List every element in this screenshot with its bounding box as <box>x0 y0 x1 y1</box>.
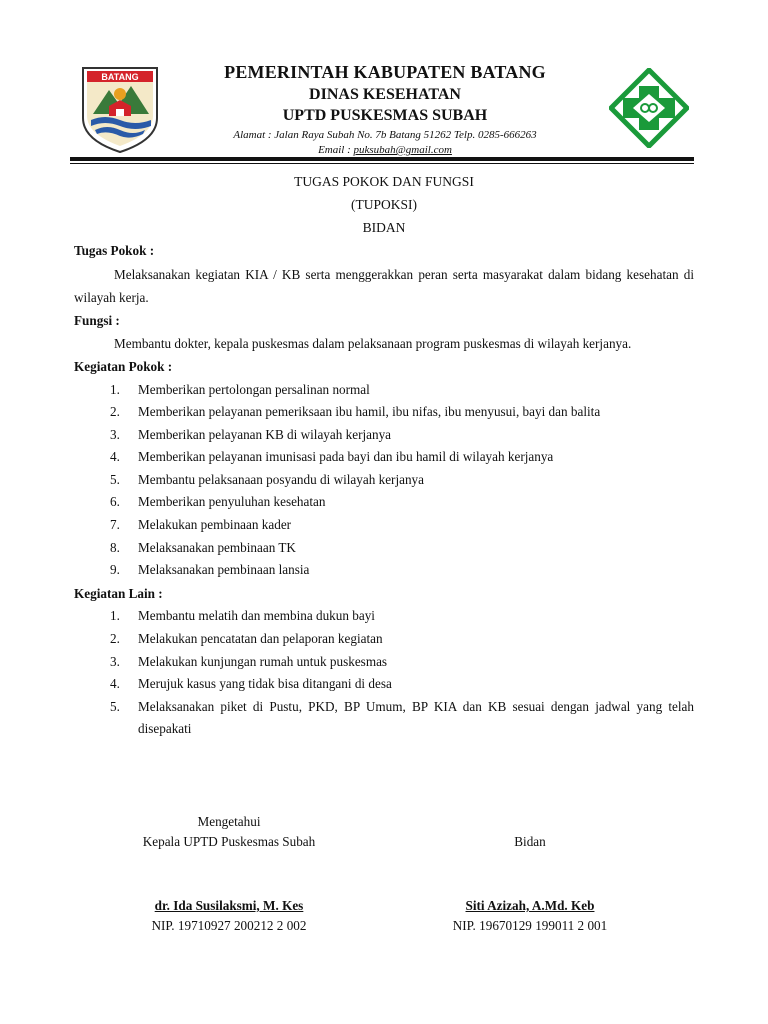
signer-name: Siti Azizah, A.Md. Keb <box>465 898 595 913</box>
signer-name: dr. Ida Susilaksmi, M. Kes <box>154 898 304 913</box>
email-label: Email : <box>318 144 354 156</box>
list-item-number: 8. <box>110 539 120 555</box>
svg-text:BATANG: BATANG <box>101 72 139 82</box>
list-item <box>74 696 694 741</box>
list-item-text: Melaksanakan pembinaan lansia <box>138 562 310 578</box>
letterhead-rule-thin <box>70 163 694 164</box>
list-item-number: 5. <box>110 698 120 714</box>
list-item <box>74 537 694 560</box>
list-item-text: Membantu melatih dan membina dukun bayi <box>138 608 375 624</box>
list-item-number: 5. <box>110 471 120 487</box>
list-item-number: 7. <box>110 517 120 533</box>
letterhead <box>160 60 610 157</box>
kegiatan-lain-list <box>74 605 694 741</box>
list-item-text: Melakukan pencatatan dan pelaporan kegiatan <box>138 630 383 646</box>
list-item-number: 1. <box>110 608 120 624</box>
list-item-number: 3. <box>110 426 120 442</box>
list-item <box>74 651 694 674</box>
tugas-pokok-heading: Tugas Pokok : <box>74 243 155 258</box>
batang-regency-crest-icon <box>79 66 161 154</box>
list-item-text: Membantu pelaksanaan posyandu di wilayah kerjanya <box>138 471 425 487</box>
signer-nip: NIP. 19670129 199011 2 001 <box>452 918 608 933</box>
list-item <box>74 628 694 651</box>
list-item-number: 3. <box>110 653 120 669</box>
fungsi-text: Membantu dokter, kepala puskesmas dalam pelaksanaan program puskesmas di wilayah kerjanya. <box>114 336 632 351</box>
address-line: Alamat : Jalan Raya Subah No. 7b Batang 51262 Telp. 0285-666263 <box>233 129 537 141</box>
document-subtitle: (TUPOKSI) <box>351 197 417 212</box>
list-item-text: Memberikan pertolongan persalinan normal <box>138 381 370 397</box>
list-item <box>74 605 694 628</box>
signer-position: Bidan <box>514 834 546 849</box>
kegiatan-lain-heading: Kegiatan Lain : <box>74 585 163 601</box>
list-item-text: Memberikan penyuluhan kesehatan <box>138 494 326 510</box>
list-item-text: Melakukan pembinaan kader <box>138 517 292 533</box>
kegiatan-pokok-heading: Kegiatan Pokok : <box>74 359 173 374</box>
list-item <box>74 379 694 402</box>
signer-nip: NIP. 19710927 200212 2 002 <box>151 918 307 933</box>
kegiatan-pokok-list <box>74 379 694 582</box>
document-title: TUGAS POKOK DAN FUNGSI <box>294 174 474 189</box>
list-item <box>74 446 694 469</box>
list-item-text: Memberikan pelayanan imunisasi pada bayi dan ibu hamil di wilayah kerjanya <box>138 449 554 465</box>
signature-block-midwife <box>410 812 650 936</box>
tugas-pokok-text: Melaksanakan kegiatan KIA / KB serta menggerakkan peran serta masyarakat dalam bidang kesehatan di wilayah kerja. <box>74 266 694 305</box>
letterhead-rule-thick <box>70 157 694 161</box>
list-item-number: 1. <box>110 381 120 397</box>
email-line <box>160 143 610 157</box>
list-item <box>74 469 694 492</box>
list-item-number: 6. <box>110 494 120 510</box>
acknowledgement-label <box>410 812 650 832</box>
document-role: BIDAN <box>362 220 406 235</box>
list-item-text: Melakukan kunjungan rumah untuk puskesmas <box>138 653 388 669</box>
list-item-number: 4. <box>110 449 120 465</box>
acknowledgement-label: Mengetahui <box>197 814 261 829</box>
list-item <box>74 424 694 447</box>
list-item-text: Merujuk kasus yang tidak bisa ditangani di desa <box>138 676 392 692</box>
document-body <box>74 170 694 741</box>
signature-block-head <box>100 812 358 936</box>
email-link[interactable]: puksubah@gmail.com <box>353 144 452 156</box>
list-item-text: Memberikan pelayanan KB di wilayah kerjanya <box>138 426 392 442</box>
list-item <box>74 673 694 696</box>
list-item-text: Melaksanakan pembinaan TK <box>138 539 296 555</box>
list-item-text: Memberikan pelayanan pemeriksaan ibu hamil, ibu nifas, ibu menyusui, bayi dan balita <box>138 404 601 420</box>
list-item-text: Melaksanakan piket di Pustu, PKD, BP Umum, BP KIA dan KB sesuai dengan jadwal yang telah disepakati <box>138 698 694 737</box>
list-item-number: 2. <box>110 404 120 420</box>
list-item <box>74 491 694 514</box>
list-item-number: 9. <box>110 562 120 578</box>
fungsi-heading: Fungsi : <box>74 312 120 328</box>
list-item <box>74 514 694 537</box>
department-title: DINAS KESEHATAN <box>309 86 461 103</box>
list-item-number: 2. <box>110 630 120 646</box>
list-item <box>74 401 694 424</box>
government-title: PEMERINTAH KABUPATEN BATANG <box>224 62 546 82</box>
puskesmas-cross-logo-icon <box>609 68 689 148</box>
list-item <box>74 559 694 582</box>
signer-position: Kepala UPTD Puskesmas Subah <box>142 834 316 849</box>
list-item-number: 4. <box>110 676 120 692</box>
unit-title: UPTD PUSKESMAS SUBAH <box>282 107 488 124</box>
